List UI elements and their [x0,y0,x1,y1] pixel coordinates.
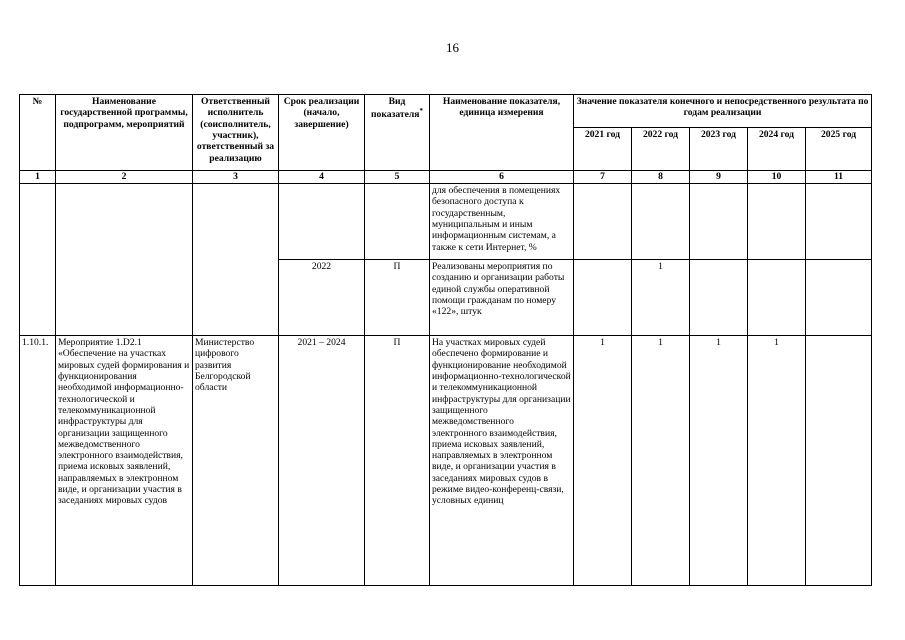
cell-value-2024 [748,184,806,260]
header-indicator-type [365,95,430,171]
column-number: 9 [690,171,748,184]
cell-type: П [365,336,430,586]
header-indicator-type-text: Вид показателя [371,96,420,121]
cell-event-name: Мероприятие 1.D2.1 «Обеспечение на участках мировых судей формирования и функционирования необходимой информационно-технологической и телекоммуникационной инфраструктуры для организации защищенного межведомственного электронного взаимодействия, приема исковых заявлений, направляемых в электронном виде, и организации участия в заседаниях мировых судов [56,336,193,586]
header-year-2022: 2022 год [632,128,690,171]
table-row [20,184,872,260]
column-number: 4 [279,171,365,184]
column-number: 10 [748,171,806,184]
cell-name-empty [56,184,193,336]
column-number: 2 [56,171,193,184]
header-year-2021: 2021 год [574,128,632,171]
cell-value-2025 [806,260,872,336]
cell-value-2021 [574,184,632,260]
cell-indicator: Реализованы мероприятия по созданию и организации работы единой службы оперативной помощи гражданам по номеру «122», штук [430,260,574,336]
cell-indicator: На участках мировых судей обеспечено формирование и функционирование необходимой информационно-технологической и телекоммуникационной инфраструктуры для организации защищенного межведомственного электронного взаимодействия, приема исковых заявлений, направляемых в электронном виде, и организации участия в заседаниях мировых судов в режиме видео-конференц-связи, условных единиц [430,336,574,586]
header-row-1 [20,95,872,128]
cell-value-2023: 1 [690,336,748,586]
column-number: 11 [806,171,872,184]
cell-value-2022 [632,184,690,260]
cell-value-2021: 1 [574,336,632,586]
header-number: № [20,95,56,171]
cell-value-2022: 1 [632,336,690,586]
cell-value-2024: 1 [748,336,806,586]
cell-period [279,184,365,260]
column-number: 7 [574,171,632,184]
header-year-2025: 2025 год [806,128,872,171]
cell-type [365,184,430,260]
cell-value-2022: 1 [632,260,690,336]
cell-number-empty [20,184,56,336]
header-values-by-year: Значение показателя конечного и непосредственного результата по годам реализации [574,95,872,128]
program-table [19,94,872,586]
column-number: 3 [193,171,279,184]
footnote-mark: * [419,107,423,116]
column-number: 1 [20,171,56,184]
column-number: 6 [430,171,574,184]
table-row [20,336,872,586]
header-year-2023: 2023 год [690,128,748,171]
cell-period: 2021 – 2024 [279,336,365,586]
header-period: Срок реализации (начало, завершение) [279,95,365,171]
header-executor: Ответственный исполнитель (соисполнитель, участник), ответственный за реализацию [193,95,279,171]
cell-period: 2022 [279,260,365,336]
column-number-row [20,171,872,184]
header-indicator-name: Наименование показателя, единица измерения [430,95,574,171]
column-number: 8 [632,171,690,184]
cell-number: 1.10.1. [20,336,56,586]
cell-value-2024 [748,260,806,336]
cell-value-2023 [690,184,748,260]
header-year-2024: 2024 год [748,128,806,171]
header-program-name: Наименование государственной программы, подпрограмм, мероприятий [56,95,193,171]
cell-value-2023 [690,260,748,336]
cell-executor-empty [193,184,279,336]
cell-indicator: для обеспечения в помещениях безопасного доступа к государственным, муниципальным и иным информационным системам, а также к сети Интернет, % [430,184,574,260]
column-number: 5 [365,171,430,184]
cell-value-2025 [806,184,872,260]
cell-executor: Министерство цифрового развития Белгородской области [193,336,279,586]
cell-value-2025 [806,336,872,586]
cell-type: П [365,260,430,336]
page-number: 16 [446,40,459,55]
cell-value-2021 [574,260,632,336]
